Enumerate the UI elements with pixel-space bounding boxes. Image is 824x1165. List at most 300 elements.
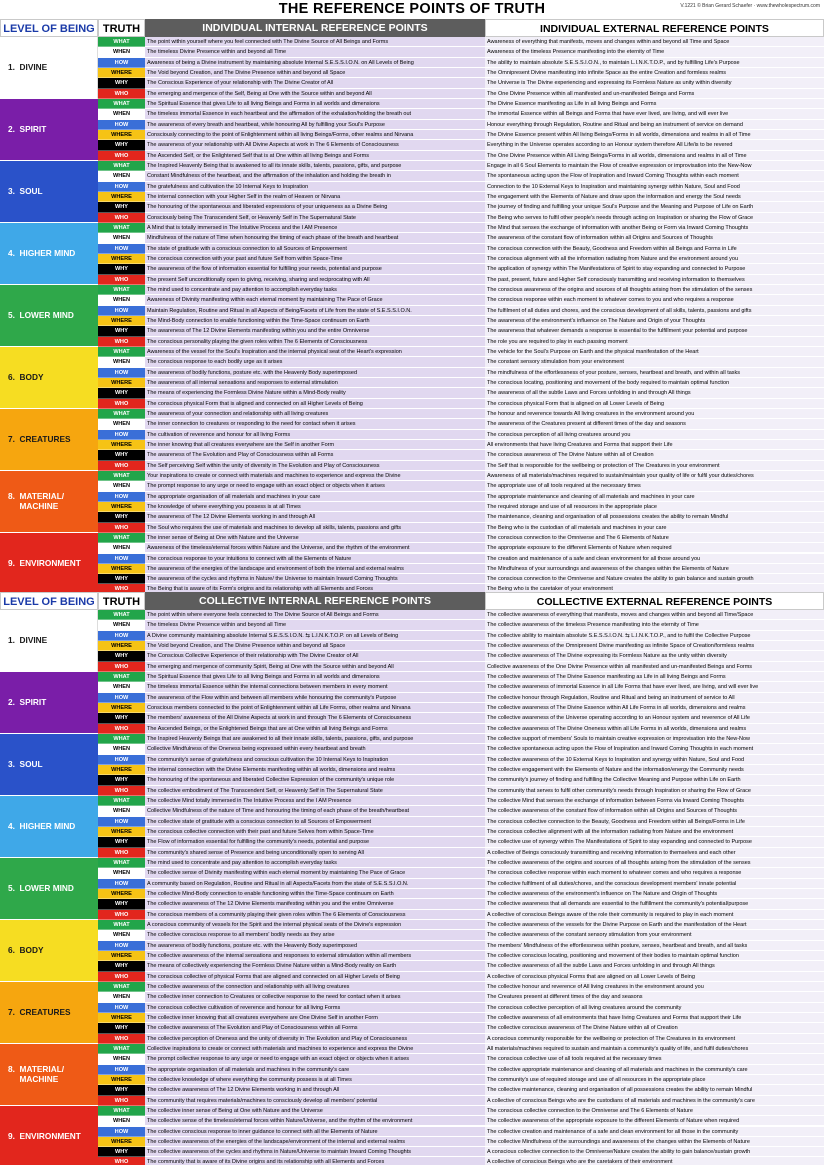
external-cell: The Being who is the custodian of all materials and machines in your care xyxy=(485,523,824,533)
table-row xyxy=(98,368,824,378)
table-row xyxy=(98,1065,824,1075)
internal-cell: The conscious connection with your past and future Self from within Space-Time xyxy=(145,254,485,264)
external-cell: The collective Mindfulness of the surroundings and awareness of the changes within the Elements of Nature xyxy=(485,1137,824,1147)
truth-label: WHY xyxy=(98,450,145,460)
internal-cell: A Mind that is totally immersed in The Intuitive Process and the I AM Presence xyxy=(145,223,485,233)
external-cell: A collective of conscious physical Forms that are aligned on all Lower Levels of Being xyxy=(485,972,824,982)
external-cell: The collective conscious locating, positioning and movement of their bodies to maintain optimal function xyxy=(485,951,824,961)
truth-label: WHEN xyxy=(98,1116,145,1126)
external-cell: The fulfilment of all duties and chores, and the conscious development of all skills, talents, passions and gifts xyxy=(485,306,824,316)
truth-label: WHY xyxy=(98,961,145,971)
external-cell: All environments that have living Creatures and Forms that support their Life xyxy=(485,440,824,450)
header-truth: TRUTH xyxy=(98,19,145,37)
truth-label: WHEN xyxy=(98,295,145,305)
table-row xyxy=(98,161,824,171)
internal-cell: The awareness of the energies of the landscape and environment of both the internal and external realms xyxy=(145,564,485,574)
internal-cell: The honouring of the spontaneous and liberated expressions of your uniqueness as a Divine Being xyxy=(145,202,485,212)
table-row xyxy=(98,99,824,109)
table-row xyxy=(98,1003,824,1013)
external-cell: The community that serves to fulfil other community's needs through Inspiration or sharing the Flow of Grace xyxy=(485,786,824,796)
header-internal: COLLECTIVE INTERNAL REFERENCE POINTS xyxy=(145,592,485,610)
truth-label: HOW xyxy=(98,941,145,951)
table-row xyxy=(98,58,824,68)
external-cell: The Mind that senses the exchange of information with another Being or Form via Inward Coming Thoughts xyxy=(485,223,824,233)
truth-label: WHO xyxy=(98,89,145,99)
internal-cell: The collective awareness of the energies of the landscape/environment of the internal and external realms xyxy=(145,1137,485,1147)
internal-cell: Collective Mindfulness of the Oneness being expressed within every heartbeat and breath xyxy=(145,744,485,754)
external-cell: The collective awareness of the timeless Presence manifesting into the eternity of Time xyxy=(485,620,824,630)
external-cell: The collective Mind that senses the exchange of information between Forms via Inward Coming Thoughts xyxy=(485,796,824,806)
truth-label: WHERE xyxy=(98,765,145,775)
level-label: 1. DIVINE xyxy=(0,610,98,672)
internal-cell: Mindfulness of the nature of Time when honouring the timing of each phase of the breath and heartbeat xyxy=(145,233,485,243)
table-row xyxy=(98,1096,824,1106)
truth-label: WHY xyxy=(98,651,145,661)
external-cell: The required storage and use of all resources in the appropriate place xyxy=(485,502,824,512)
truth-label: WHO xyxy=(98,972,145,982)
table-row xyxy=(98,889,824,899)
truth-label: WHAT xyxy=(98,409,145,419)
internal-cell: The community that is aware of its Divine origins and its relationship with all Elements and Forces xyxy=(145,1157,485,1165)
internal-cell: The mind used to concentrate and pay attention to accomplish everyday tasks xyxy=(145,285,485,295)
internal-cell: The Conscious Collective Experience of their relationship with The Divine Creator of All xyxy=(145,651,485,661)
header-level-of-being: LEVEL OF BEING xyxy=(0,19,98,37)
external-cell: The collective awareness of all environments that have living Creatures and Forms that support their Life xyxy=(485,1013,824,1023)
external-cell: The conscious response within each moment to whatever comes to you and who requires a response xyxy=(485,295,824,305)
internal-cell: The collective awareness of The 12 Divine Elements working in and through All xyxy=(145,1085,485,1095)
truth-label: HOW xyxy=(98,492,145,502)
internal-cell: The internal connection with your Higher Self in the realm of Heaven or Nirvana xyxy=(145,192,485,202)
internal-cell: The inner knowing that all creatures everywhere are the Self in another Form xyxy=(145,440,485,450)
truth-label: HOW xyxy=(98,244,145,254)
internal-cell: The appropriate organisation of all materials and machines in your care xyxy=(145,492,485,502)
table-row xyxy=(98,471,824,481)
table-row xyxy=(98,357,824,367)
external-cell: The conscious collective use of all tools required at the necessary times xyxy=(485,1054,824,1064)
level-label: 5. LOWER MIND xyxy=(0,858,98,920)
internal-cell: Consciously being The Transcendent Self, or Heavenly Self in The Supernatural State xyxy=(145,213,485,223)
truth-label: WHERE xyxy=(98,703,145,713)
external-cell: A collective of conscious Beings who are the custodians of all materials and machines in the community's care xyxy=(485,1096,824,1106)
internal-cell: The Being that is aware of its Form's origins and its relationship with all Elements and Forces xyxy=(145,584,485,594)
truth-label: WHO xyxy=(98,1096,145,1106)
header-level-of-being: LEVEL OF BEING xyxy=(0,592,98,610)
internal-cell: The collective embodiment of The Transcendent Self, or Heavenly Self in The Supernatural State xyxy=(145,786,485,796)
external-cell: The collective awareness of the Universe operating according to an Honour system and reverence of All Life xyxy=(485,713,824,723)
external-cell: The conscious perception of all living creatures around you xyxy=(485,430,824,440)
table-row xyxy=(98,326,824,336)
table-row xyxy=(98,972,824,982)
external-cell: The maintenance, cleaning and organisation of all possessions creates the ability to remain Mindful xyxy=(485,512,824,522)
internal-cell: The Soul who requires the use of materials and machines to develop all skills, talents, passions and gifts xyxy=(145,523,485,533)
internal-cell: The Spiritual Essence that gives Life to all living Beings and Forms in all worlds and dimensions xyxy=(145,99,485,109)
external-cell: The collective awareness of The Divine Essence manifesting as Life in all living Beings and Forms xyxy=(485,672,824,682)
external-cell: The collective awareness of The Divine Oneness within all Life Forms in all worlds, dimensions and realms xyxy=(485,724,824,734)
external-cell: The collective awareness of the origins and sources of all thoughts arising from the stimulation of the senses xyxy=(485,858,824,868)
level-label: 9. ENVIRONMENT xyxy=(0,533,98,595)
external-cell: Connection to the 10 External Keys to Inspiration and maintaining synergy within Nature, Soul and Food xyxy=(485,182,824,192)
table-row xyxy=(98,1013,824,1023)
table-row xyxy=(98,651,824,661)
table-row xyxy=(98,755,824,765)
external-cell: The One Divine Presence within all manifested and un-manifested Beings and Forms xyxy=(485,89,824,99)
internal-cell: The internal connection with the Divine Elements manifesting within all worlds, dimensions and realms xyxy=(145,765,485,775)
table-row xyxy=(98,1075,824,1085)
table-row xyxy=(98,430,824,440)
table-row xyxy=(98,523,824,533)
table-row xyxy=(98,492,824,502)
truth-label: WHERE xyxy=(98,827,145,837)
table-row xyxy=(98,868,824,878)
internal-cell: The Spiritual Essence that gives Life to all living Beings and Forms in all worlds and dimensions xyxy=(145,672,485,682)
table-row xyxy=(98,786,824,796)
internal-cell: The prompt response to any urge or need to engage with an exact object or objects when it arises xyxy=(145,481,485,491)
external-cell: The community's journey of finding and fulfilling the Collective Meaning and Purpose within Life on Earth xyxy=(485,775,824,785)
header-external: INDIVIDUAL EXTERNAL REFERENCE POINTS xyxy=(485,19,824,37)
external-cell: The collective maintenance, cleaning and organisation of all possessions creates the ability to remain Mindful xyxy=(485,1085,824,1095)
table-row xyxy=(98,254,824,264)
table-row xyxy=(98,930,824,940)
truth-label: WHAT xyxy=(98,37,145,47)
table-row xyxy=(98,399,824,409)
external-cell: The awareness of all the subtle Laws and Forces unfolding in and through All things xyxy=(485,388,824,398)
table-row xyxy=(98,765,824,775)
truth-label: WHEN xyxy=(98,1054,145,1064)
table-row xyxy=(98,734,824,744)
table-row xyxy=(98,1137,824,1147)
internal-cell: The conscious physical Form that is aligned and connected on all Higher Levels of Being xyxy=(145,399,485,409)
table-row xyxy=(98,899,824,909)
external-cell: The awareness of the environment's influence on The Nature and Origin of your Thoughts xyxy=(485,316,824,326)
internal-cell: The conscious response to your intuitions to connect with all the Elements of Nature xyxy=(145,554,485,564)
truth-label: WHY xyxy=(98,1085,145,1095)
table-row xyxy=(98,233,824,243)
external-cell: The collective awareness of all the subtle Laws and Forces unfolding in and through All things xyxy=(485,961,824,971)
truth-label: WHO xyxy=(98,724,145,734)
internal-cell: The collective sense of Divinity manifesting within each eternal moment by maintaining The Pace of Grace xyxy=(145,868,485,878)
internal-cell: The timeless Divine Presence within and beyond all Time xyxy=(145,47,485,57)
truth-label: WHEN xyxy=(98,171,145,181)
truth-label: WHERE xyxy=(98,378,145,388)
external-cell: The collective conscious awareness of The Divine Nature within all of Creation xyxy=(485,1023,824,1033)
external-cell: The Being who is the caretaker of your environment xyxy=(485,584,824,594)
external-cell: The conscious connection to the Omniverse and Nature creates the ability to gain balance and sustain growth xyxy=(485,574,824,584)
truth-label: WHY xyxy=(98,1147,145,1157)
internal-cell: The collective awareness of The 12 Divine Elements manifesting within you and the entire Omniverse xyxy=(145,899,485,909)
external-cell: The collective awareness of the constant sensory stimulation from your environment xyxy=(485,930,824,940)
external-cell: A collective of conscious Beings aware of the role their community is required to play in each moment xyxy=(485,910,824,920)
table-row xyxy=(98,285,824,295)
internal-cell: The present Self unconditionally open to giving, receiving, sharing and reciprocating with All xyxy=(145,275,485,285)
truth-label: WHO xyxy=(98,1157,145,1165)
table-row xyxy=(98,837,824,847)
truth-label: WHERE xyxy=(98,316,145,326)
truth-label: WHY xyxy=(98,899,145,909)
truth-label: WHAT xyxy=(98,858,145,868)
internal-cell: Awareness of the vessel for the Soul's Inspiration and the internal physical seat of the Heart's expression xyxy=(145,347,485,357)
external-cell: The creation and maintenance of a safe and clean environment for all those around you xyxy=(485,554,824,564)
truth-label: WHY xyxy=(98,264,145,274)
internal-cell: The awareness of the cycles and rhythms in Nature/ the Universe to maintain Inward Coming Thoughts xyxy=(145,574,485,584)
truth-label: WHO xyxy=(98,848,145,858)
external-cell: The collective honour through Regulation, Routine and Ritual and being an instrument of service to All xyxy=(485,693,824,703)
truth-label: HOW xyxy=(98,879,145,889)
table-row xyxy=(98,858,824,868)
truth-label: WHAT xyxy=(98,920,145,930)
external-cell: The Omnipresent Divine manifesting into infinite Space as the entire Creation and formless realms xyxy=(485,68,824,78)
internal-cell: The cultivation of reverence and honour for all living Forms xyxy=(145,430,485,440)
external-cell: The collective creation and maintenance of a safe and clean environment for all those in the community xyxy=(485,1127,824,1137)
external-cell: The conscious collective perception of all living creatures around the community xyxy=(485,1003,824,1013)
truth-label: HOW xyxy=(98,368,145,378)
truth-label: HOW xyxy=(98,1003,145,1013)
level-label: 3. SOUL xyxy=(0,734,98,796)
internal-cell: The Conscious Experience of your relationship with The Divine Creator of All xyxy=(145,78,485,88)
internal-cell: The state of gratitude with a conscious connection to all Sources of Empowerment xyxy=(145,244,485,254)
external-cell: The collective awareness of the Omnipresent Divine manifesting as infinite Space of Creation/formless realms xyxy=(485,641,824,651)
truth-label: WHAT xyxy=(98,471,145,481)
truth-label: WHY xyxy=(98,140,145,150)
truth-label: WHERE xyxy=(98,68,145,78)
truth-label: WHERE xyxy=(98,502,145,512)
table-row xyxy=(98,533,824,543)
truth-label: WHY xyxy=(98,202,145,212)
internal-cell: Your inspirations to create or connect with materials and machines to experience and express the Divine xyxy=(145,471,485,481)
table-row xyxy=(98,703,824,713)
level-label: 8. MATERIAL/ MACHINE xyxy=(0,471,98,533)
external-cell: The role you are required to play in each passing moment xyxy=(485,337,824,347)
truth-label: WHO xyxy=(98,151,145,161)
level-label: 4. HIGHER MIND xyxy=(0,223,98,285)
table-section xyxy=(0,19,824,595)
table-row xyxy=(98,295,824,305)
truth-label: HOW xyxy=(98,120,145,130)
table-row xyxy=(98,151,824,161)
internal-cell: Conscious members connected to the point of Enlightenment within all Life Forms, other realms and Nirvana xyxy=(145,703,485,713)
internal-cell: The Mind-Body connection to enable functioning within the Time-Space continuum on Earth xyxy=(145,316,485,326)
internal-cell: The community's sense of gratefulness and conscious cultivation the 10 Internal Keys to Inspiration xyxy=(145,755,485,765)
table-row xyxy=(98,409,824,419)
external-cell: The constant sensory stimulation from your environment xyxy=(485,357,824,367)
table-row xyxy=(98,109,824,119)
level-label: 8. MATERIAL/ MACHINE xyxy=(0,1044,98,1106)
table-row xyxy=(98,316,824,326)
table-row xyxy=(98,192,824,202)
external-cell: Everything in the Universe operates according to an Honour system therefore All Life/is to be revered xyxy=(485,140,824,150)
internal-cell: The knowledge of where everything you possess is at all Times xyxy=(145,502,485,512)
internal-cell: The means of experiencing the Formless Divine Nature within a Mind-Body reality xyxy=(145,388,485,398)
truth-label: HOW xyxy=(98,693,145,703)
truth-label: WHAT xyxy=(98,533,145,543)
truth-label: WHAT xyxy=(98,672,145,682)
external-cell: The collective awareness of immortal Essence in all Life Forms that have ever lived, are living, and will ever live xyxy=(485,682,824,692)
table-row xyxy=(98,554,824,564)
internal-cell: The awareness of your connection and relationship with all living creatures xyxy=(145,409,485,419)
table-row xyxy=(98,512,824,522)
table-row xyxy=(98,1023,824,1033)
internal-cell: The collective inner sense of Being at One with Nature and the Universe xyxy=(145,1106,485,1116)
internal-cell: The conscious members of a community playing their given roles within The 6 Elements of Consciousness xyxy=(145,910,485,920)
external-cell: The collective awareness of the environment's influence on The Nature and Origin of Thoughts xyxy=(485,889,824,899)
truth-label: HOW xyxy=(98,182,145,192)
external-cell: The collective support of members' Souls to maintain creative expression or improvisation into the New-Now xyxy=(485,734,824,744)
internal-cell: The conscious collective connection with their past and future Selves from within Space-Time xyxy=(145,827,485,837)
truth-label: WHAT xyxy=(98,223,145,233)
table-row xyxy=(98,672,824,682)
table-row xyxy=(98,817,824,827)
internal-cell: The timeless immortal Essence within the internal connections between members in every moment xyxy=(145,682,485,692)
level-label: 4. HIGHER MIND xyxy=(0,796,98,858)
truth-label: WHAT xyxy=(98,982,145,992)
external-cell: The Being who serves to fulfil other people's needs through acting on Inspiration or sharing the Flow of Grace xyxy=(485,213,824,223)
table-row xyxy=(98,827,824,837)
truth-label: HOW xyxy=(98,755,145,765)
internal-cell: The awareness of bodily functions, posture etc. with the Heavenly Body superimposed xyxy=(145,941,485,951)
truth-label: WHO xyxy=(98,584,145,594)
external-cell: Awareness of the timeless Presence manifesting into the eternity of Time xyxy=(485,47,824,57)
external-cell: The conscious connection with the Beauty, Goodness and Freedom within all Beings and Forms in Life xyxy=(485,244,824,254)
table-row xyxy=(98,130,824,140)
internal-cell: The honouring of the spontaneous and liberated Collective Expression of the community's unique role xyxy=(145,775,485,785)
table-row xyxy=(98,78,824,88)
external-cell: Awareness of everything that manifests, moves and changes within and beyond all Time and Space xyxy=(485,37,824,47)
truth-label: WHEN xyxy=(98,682,145,692)
external-cell: The vehicle for the Soul's Purpose on Earth and the physical manifestation of the Heart xyxy=(485,347,824,357)
external-cell: The collective fulfilment of all duties/chores, and the conscious development members' innate potential xyxy=(485,879,824,889)
table-row xyxy=(98,610,824,620)
truth-label: WHAT xyxy=(98,99,145,109)
internal-cell: The awareness of every breath and heartbeat, while honouring All by fulfilling your Soul's Purpose xyxy=(145,120,485,130)
external-cell: A collective of conscious Beings who are the caretakers of their environment xyxy=(485,1157,824,1165)
external-cell: All materials/machines required to sustain and maintain a community's quality of life, and fulfil duties/chores xyxy=(485,1044,824,1054)
truth-label: WHY xyxy=(98,713,145,723)
internal-cell: The appropriate organisation of all materials and machines in the community's care xyxy=(145,1065,485,1075)
internal-cell: The means of collectively experiencing the Formless Divine Nature within a Mind-Body reality on Earth xyxy=(145,961,485,971)
truth-label: WHAT xyxy=(98,1044,145,1054)
external-cell: The Mindfulness of your surroundings and awareness of the changes within the Elements of Nature xyxy=(485,564,824,574)
internal-cell: The collective inner knowing that all creatures everywhere are One Divine Self in another Form xyxy=(145,1013,485,1023)
level-label: 7. CREATURES xyxy=(0,409,98,471)
table-row xyxy=(98,775,824,785)
internal-cell: The Inspired Heavenly Being that is awakened to all its innate skills, talents, passions, gifts, and purpose xyxy=(145,161,485,171)
internal-cell: The awareness of the Flow within and between all members while honouring the community's Purpose xyxy=(145,693,485,703)
external-cell: The conscious alignment with all the information radiating from Nature and the environment around you xyxy=(485,254,824,264)
external-cell: The engagement with the Elements of Nature and draw upon the information and energy the Soul needs xyxy=(485,192,824,202)
truth-label: WHEN xyxy=(98,109,145,119)
table-row xyxy=(98,992,824,1002)
internal-cell: The community that requires materials/machines to consciously develop all members' potential xyxy=(145,1096,485,1106)
internal-cell: The emerging and mergence of community Spirit, Being at One with the Source within and beyond All xyxy=(145,662,485,672)
external-cell: The honour and reverence towards All living creatures in the environment around you xyxy=(485,409,824,419)
table-row xyxy=(98,68,824,78)
table-row xyxy=(98,244,824,254)
table-section xyxy=(0,592,824,1165)
internal-cell: The collective knowledge of where everything the community possess is at all Times xyxy=(145,1075,485,1085)
truth-label: WHY xyxy=(98,326,145,336)
table-row xyxy=(98,1044,824,1054)
truth-label: HOW xyxy=(98,554,145,564)
internal-cell: The Ascended Self, or the Enlightened Self that is at One within all living Beings and Forms xyxy=(145,151,485,161)
table-row xyxy=(98,620,824,630)
table-row xyxy=(98,724,824,734)
external-cell: The Divine Essence manifesting as Life in all living Beings and Forms xyxy=(485,99,824,109)
table-row xyxy=(98,419,824,429)
internal-cell: The collective inner connection to Creatures or collective response to the need for contact when it arises xyxy=(145,992,485,1002)
level-label: 5. LOWER MIND xyxy=(0,285,98,347)
internal-cell: The timeless Divine Presence within and beyond all Time xyxy=(145,620,485,630)
external-cell: A conscious community responsible for the wellbeing or protection of The Creatures in its environment xyxy=(485,1034,824,1044)
table-row xyxy=(98,171,824,181)
external-cell: The Self that is responsible for the wellbeing or protection of The Creatures in your environment xyxy=(485,461,824,471)
internal-cell: The collective awareness of the cycles and rhythms in Nature/Universe to maintain Inward Coming Thoughts xyxy=(145,1147,485,1157)
internal-cell: The mind used to concentrate and pay attention to accomplish everyday tasks xyxy=(145,858,485,868)
external-cell: The conscious locating, positioning and movement of the body required to maintain optimal function xyxy=(485,378,824,388)
internal-cell: The community's shared sense of Presence and being unconditionally open to serving All xyxy=(145,848,485,858)
table-row xyxy=(98,543,824,553)
truth-label: WHY xyxy=(98,775,145,785)
table-row xyxy=(98,910,824,920)
truth-label: WHEN xyxy=(98,543,145,553)
truth-label: WHEN xyxy=(98,868,145,878)
truth-label: WHERE xyxy=(98,641,145,651)
external-cell: The conscious collective alignment with all the information radiating from Nature and the environment xyxy=(485,827,824,837)
table-row xyxy=(98,564,824,574)
level-label: 9. ENVIRONMENT xyxy=(0,1106,98,1165)
truth-label: WHO xyxy=(98,523,145,533)
table-row xyxy=(98,806,824,816)
level-label: 7. CREATURES xyxy=(0,982,98,1044)
table-row xyxy=(98,631,824,641)
external-cell: The past, present, future and Higher Self consciously transmitting and receiving information to themselves xyxy=(485,275,824,285)
version-credit: V.1221 © Brian Gerard Schaefer · www.thewholespectrum.com xyxy=(680,3,820,9)
truth-label: WHEN xyxy=(98,419,145,429)
internal-cell: The awareness of The 12 Divine Elements working in and through All xyxy=(145,512,485,522)
table-row xyxy=(98,879,824,889)
table-row xyxy=(98,337,824,347)
truth-label: WHO xyxy=(98,1034,145,1044)
internal-cell: The inner connection to creatures or responding to the need for contact when it arises xyxy=(145,419,485,429)
truth-label: WHEN xyxy=(98,357,145,367)
external-cell: Engage in all 6 Soul Elements to maintain the Flow of creative expression or improvisation into the New-Now xyxy=(485,161,824,171)
internal-cell: The emerging and mergence of the Self, Being at One with the Source within and beyond All xyxy=(145,89,485,99)
table-row xyxy=(98,1054,824,1064)
table-row xyxy=(98,182,824,192)
internal-cell: The awareness of The 12 Divine Elements manifesting within you and the entire Omniverse xyxy=(145,326,485,336)
table-row xyxy=(98,961,824,971)
table-row xyxy=(98,1147,824,1157)
truth-label: WHO xyxy=(98,275,145,285)
truth-label: WHAT xyxy=(98,734,145,744)
table-row xyxy=(98,120,824,130)
truth-label: WHERE xyxy=(98,1137,145,1147)
table-row xyxy=(98,461,824,471)
level-label: 3. SOUL xyxy=(0,161,98,223)
external-cell: The mindfulness of the effortlessness of your posture, senses, heartbeat and breath, and within all tasks xyxy=(485,368,824,378)
external-cell: Collective awareness of the One Divine Presence within all manifested and un-manifested Beings and Forms xyxy=(485,662,824,672)
level-label: 2. SPIRIT xyxy=(0,99,98,161)
truth-label: WHAT xyxy=(98,161,145,171)
level-label: 6. BODY xyxy=(0,920,98,982)
internal-cell: The collective conscious response to inner guidance to connect with all the Elements of Nature xyxy=(145,1127,485,1137)
external-cell: The journey of finding and fulfilling your unique Soul's Purpose and the Meaning and Purpose of Life on Earth xyxy=(485,202,824,212)
table-row xyxy=(98,951,824,961)
external-cell: The awareness of the Creatures present at different times of the day and seasons xyxy=(485,419,824,429)
internal-cell: The awareness of The Evolution and Play of Consciousness within all Forms xyxy=(145,450,485,460)
external-cell: The collective awareness of the vessels for the Divine Purpose on Earth and the manifestation of the Heart xyxy=(485,920,824,930)
truth-label: WHERE xyxy=(98,440,145,450)
external-cell: The spontaneous acting upon the Flow of Inspiration and Inward Coming Thoughts within each moment xyxy=(485,171,824,181)
truth-label: WHERE xyxy=(98,192,145,202)
